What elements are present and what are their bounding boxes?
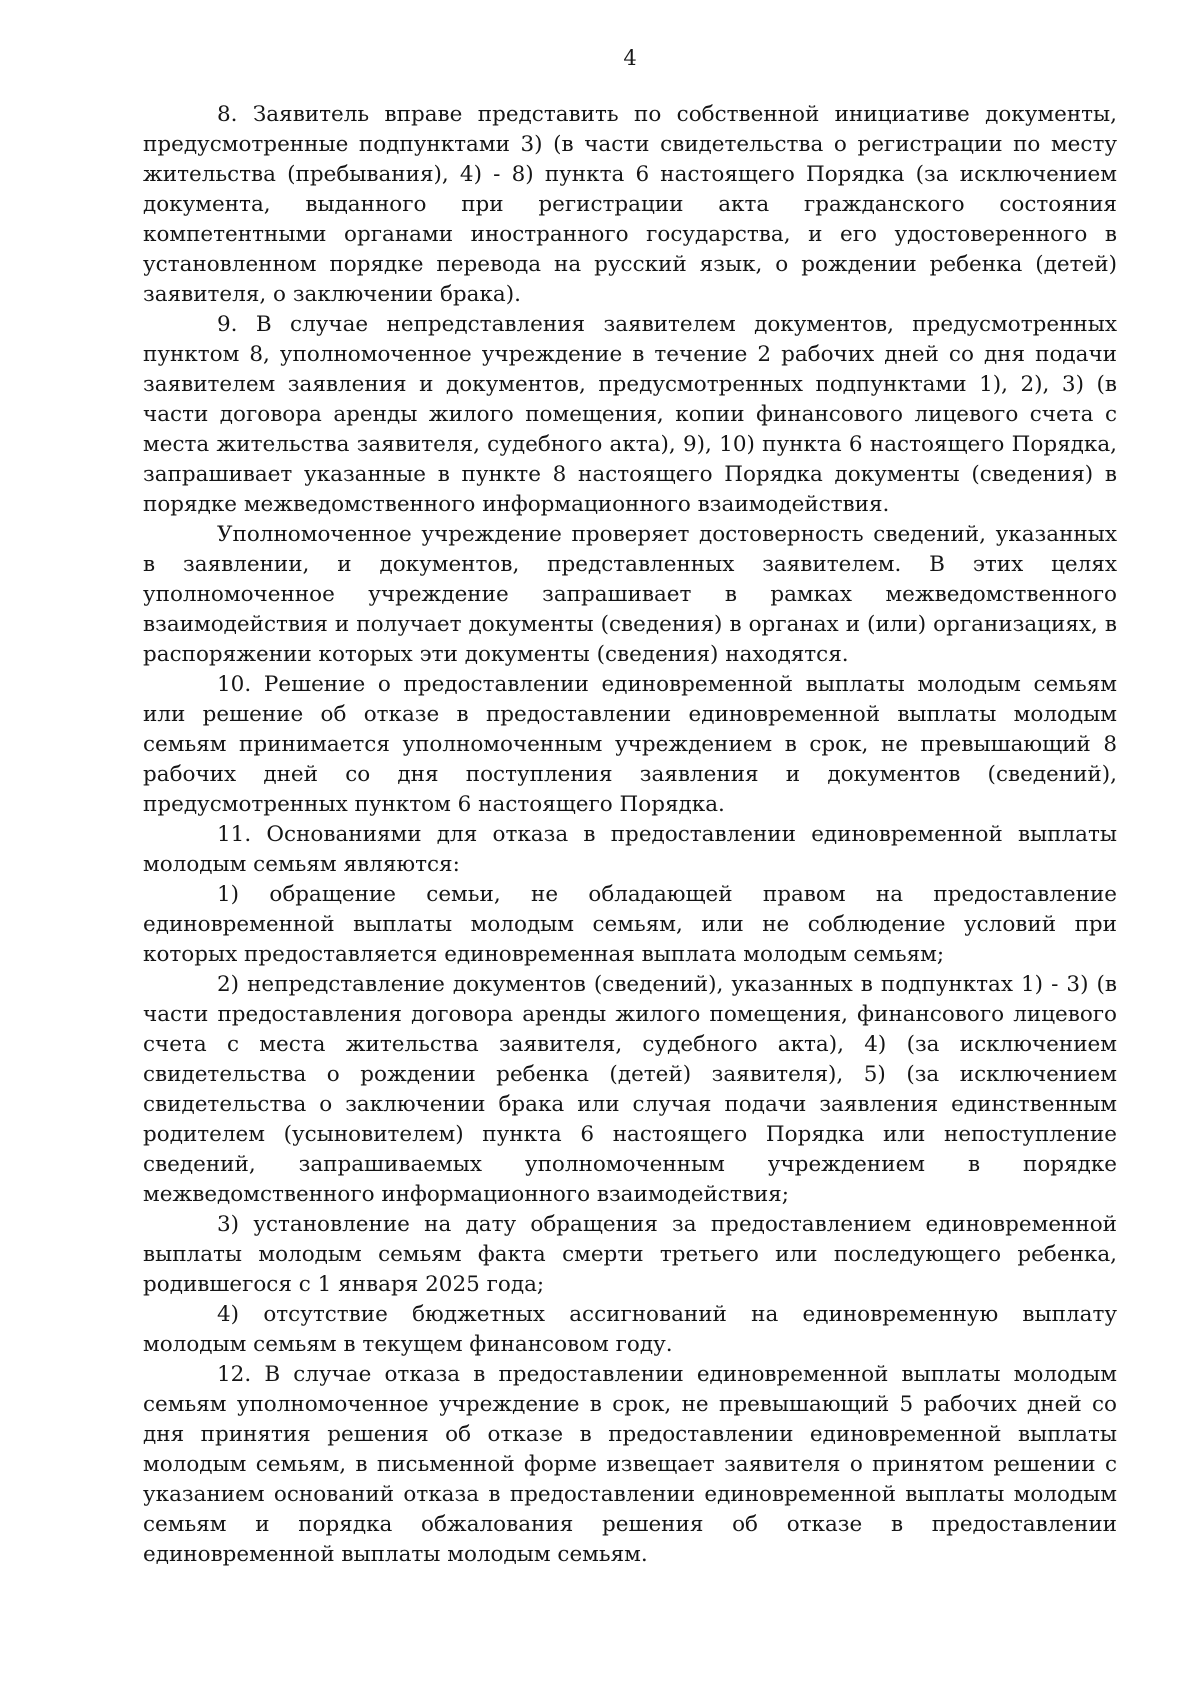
paragraph-12: 12. В случае отказа в предоставлении единовременной выплаты молодым семьям уполномоченное учреждение в срок, не превышающий 5 рабочих дней со дня принятия решения об отказе в предоставлении единовременной выплаты молодым семьям, в письменной форме извещает заявителя о принятом решении с указанием оснований отказа в предоставлении единовременной выплаты молодым семьям и порядка обжалования решения об отказе в предоставлении единовременной выплаты молодым семьям. xyxy=(143,1362,1117,1567)
paragraph-8: 8. Заявитель вправе представить по собственной инициативе документы, предусмотренные подпунктами 3) (в части свидетельства о регистрации по месту жительства (пребывания), 4) - 8) пункта 6 настоящего Порядка (за исключением документа, выданного при регистрации акта гражданского состояния компетентными органами иностранного государства, и его удостоверенного в установленном порядке перевода на русский язык, о рождении ребенка (детей) заявителя, о заключении брака). xyxy=(143,102,1117,307)
paragraph-9: 9. В случае непредставления заявителем документов, предусмотренных пунктом 8, уполномоченное учреждение в течение 2 рабочих дней со дня подачи заявителем заявления и документов, предусмотренных подпунктами 1), 2), 3) (в части договора аренды жилого помещения, копии финансового лицевого счета с места жительства заявителя, судебного акта), 9), 10) пункта 6 настоящего Порядка, запрашивает указанные в пункте 8 настоящего Порядка документы (сведения) в порядке межведомственного информационного взаимодействия. xyxy=(143,312,1117,517)
page-number: 4 xyxy=(623,46,637,70)
paragraph-11: 11. Основаниями для отказа в предоставлении единовременной выплаты молодым семьям являются: xyxy=(143,822,1117,877)
paragraph-11-item-1: 1) обращение семьи, не обладающей правом на предоставление единовременной выплаты молодым семьям, или не соблюдение условий при которых предоставляется единовременная выплата молодым семьям; xyxy=(143,882,1117,967)
paragraph-10: 10. Решение о предоставлении единовременной выплаты молодым семьям или решение об отказе в предоставлении единовременной выплаты молодым семьям принимается уполномоченным учреждением в срок, не превышающий 8 рабочих дней со дня поступления заявления и документов (сведений), предусмотренных пунктом 6 настоящего Порядка. xyxy=(143,672,1117,817)
paragraph-11-item-3: 3) установление на дату обращения за предоставлением единовременной выплаты молодым семьям факта смерти третьего или последующего ребенка, родившегося с 1 января 2025 года; xyxy=(143,1212,1117,1297)
paragraph-11-item-2: 2) непредставление документов (сведений), указанных в подпунктах 1) - 3) (в части предоставления договора аренды жилого помещения, финансового лицевого счета с места жительства заявителя, судебного акта), 4) (за исключением свидетельства о рождении ребенка (детей) заявителя), 5) (за исключением свидетельства о заключении брака или случая подачи заявления единственным родителем (усыновителем) пункта 6 настоящего Порядка или непоступление сведений, запрашиваемых уполномоченным учреждением в порядке межведомственного информационного взаимодействия; xyxy=(143,972,1117,1207)
document-body xyxy=(143,100,1117,1570)
paragraph-9-verification: Уполномоченное учреждение проверяет достоверность сведений, указанных в заявлении, и документов, представленных заявителем. В этих целях уполномоченное учреждение запрашивает в рамках межведомственного взаимодействия и получает документы (сведения) в органах и (или) организациях, в распоряжении которых эти документы (сведения) находятся. xyxy=(143,522,1117,667)
paragraph-11-item-4: 4) отсутствие бюджетных ассигнований на единовременную выплату молодым семьям в текущем финансовом году. xyxy=(143,1302,1117,1357)
